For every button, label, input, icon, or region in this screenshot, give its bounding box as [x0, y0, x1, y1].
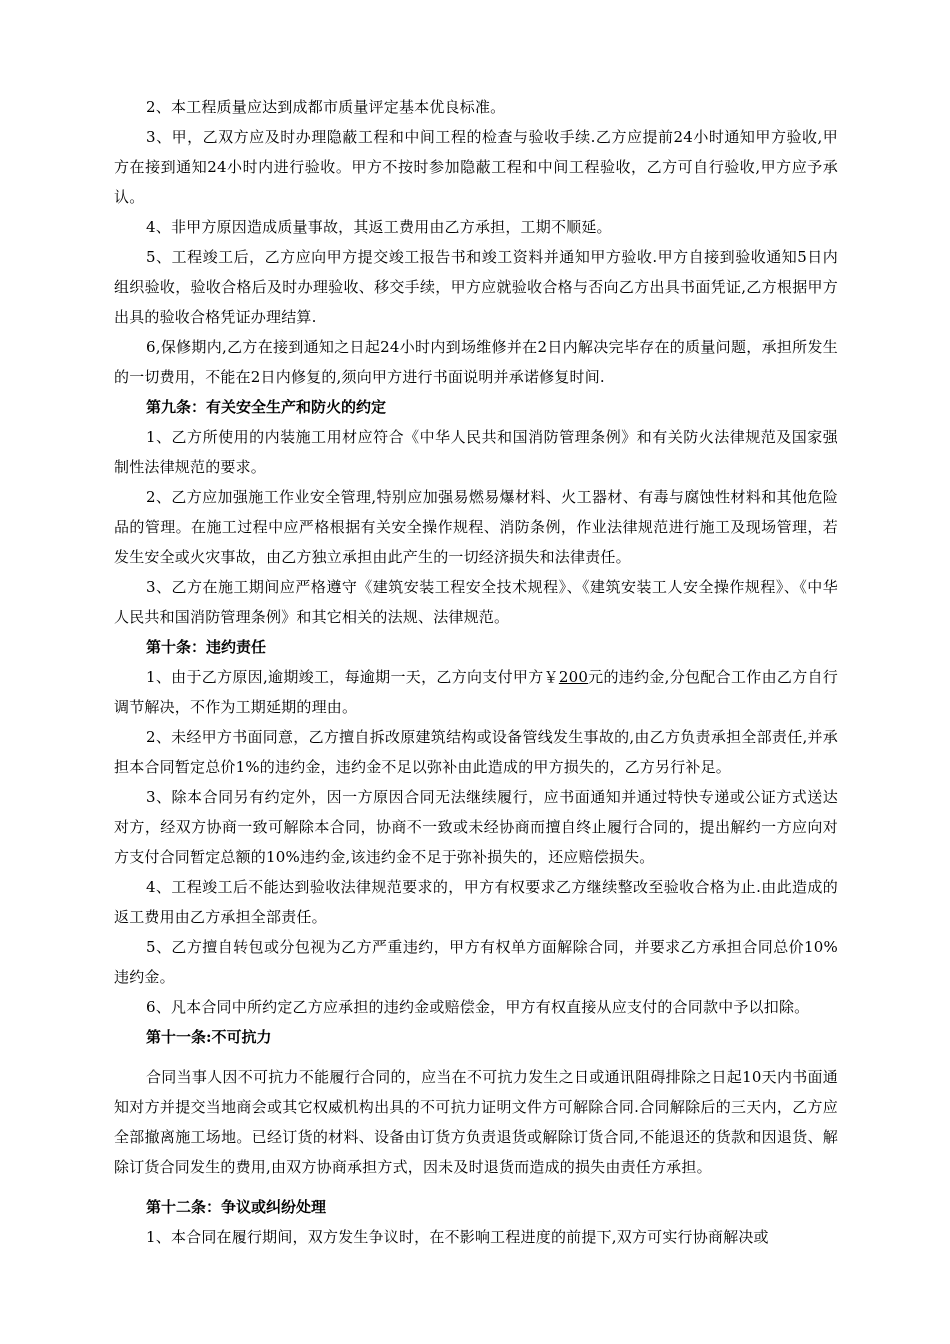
clause-12-heading: 第十二条：争议或纠纷处理 [146, 1198, 327, 1216]
clause-10-item-3: 3、除本合同另有约定外，因一方原因合同无法继续履行，应书面通知并通过特快专递或公证方式送达对方，经双方协商一致可解除本合同，协商不一致或未经协商而擅自终止履行合同的，提出解约一方应向对方支付合同暂定总额的10%违约金,该违约金不足于弥补损失的，还应赔偿损失。 [114, 788, 838, 866]
clause-10-heading: 第十条：违约责任 [146, 638, 267, 656]
clause-10-item-1-after: 元的违约金,分包配合工作由乙方自行调节解决，不作为工期延期的理由。 [114, 668, 838, 716]
clause-10-item-4: 4、工程竣工后不能达到验收法律规范要求的，甲方有权要求乙方继续整改至验收合格为止.由此造成的返工费用由乙方承担全部责任。 [114, 878, 838, 926]
clause-8-item-4: 4、非甲方原因造成质量事故，其返工费用由乙方承担，工期不顺延。 [146, 218, 612, 236]
clause-11-heading: 第十一条:不可抗力 [146, 1028, 272, 1046]
clause-10-item-6: 6、凡本合同中所约定乙方应承担的违约金或赔偿金，甲方有权直接从应支付的合同款中予以扣除。 [146, 998, 810, 1016]
clause-10-item-2: 2、未经甲方书面同意，乙方擅自拆改原建筑结构或设备管线发生事故的,由乙方负责承担全部责任,并承担本合同暂定总价1%的违约金，违约金不足以弥补由此造成的甲方损失的，乙方另行补足。 [114, 728, 838, 776]
clause-9-item-2: 2、乙方应加强施工作业安全管理,特别应加强易燃易爆材料、火工器材、有毒与腐蚀性材料和其他危险品的管理。在施工过程中应严格根据有关安全操作规程、消防条例，作业法律规范进行施工及现场管理，若发生安全或火灾事故，由乙方独立承担由此产生的一切经济损失和法律责任。 [114, 488, 838, 566]
clause-11-text: 合同当事人因不可抗力不能履行合同的，应当在不可抗力发生之日或通讯阻碍排除之日起10天内书面通知对方并提交当地商会或其它权威机构出具的不可抗力证明文件方可解除合同.合同解除后的三天内，乙方应全部撤离施工场地。已经订货的材料、设备由订货方负责退货或解除订货合同,不能退还的货款和因退货、解除订货合同发生的费用,由双方协商承担方式，因未及时退货而造成的损失由责任方承担。 [114, 1068, 838, 1176]
clause-9-item-1: 1、乙方所使用的内装施工用材应符合《中华人民共和国消防管理条例》和有关防火法律规范及国家强制性法律规范的要求。 [114, 428, 838, 476]
clause-8-item-2: 2、本工程质量应达到成都市质量评定基本优良标准。 [146, 98, 506, 116]
clause-12-item-1: 1、本合同在履行期间，双方发生争议时，在不影响工程进度的前提下,双方可实行协商解决或 [146, 1228, 769, 1246]
clause-10-item-1 [114, 662, 838, 722]
clause-9-heading: 第九条：有关安全生产和防火的约定 [146, 398, 387, 416]
penalty-amount: 200 [558, 668, 589, 686]
clause-8-item-5: 5、工程竣工后，乙方应向甲方提交竣工报告书和竣工资料并通知甲方验收.甲方自接到验收通知5日内组织验收，验收合格后及时办理验收、移交手续，甲方应就验收合格与否向乙方出具书面凭证,乙方根据甲方出具的验收合格凭证办理结算. [114, 248, 838, 326]
clause-10-item-5: 5、乙方擅自转包或分包视为乙方严重违约，甲方有权单方面解除合同，并要求乙方承担合同总价10%违约金。 [114, 938, 838, 986]
clause-8-item-3: 3、甲，乙双方应及时办理隐蔽工程和中间工程的检查与验收手续.乙方应提前24小时通知甲方验收,甲方在接到通知24小时内进行验收。甲方不按时参加隐蔽工程和中间工程验收，乙方可自行验收,甲方应予承认。 [114, 128, 838, 206]
clause-10-item-1-before: 1、由于乙方原因,逾期竣工，每逾期一天，乙方向支付甲方￥ [146, 668, 559, 686]
clause-9-item-3: 3、乙方在施工期间应严格遵守《建筑安装工程安全技术规程》、《建筑安装工人安全操作规程》、《中华人民共和国消防管理条例》和其它相关的法规、法律规范。 [114, 578, 838, 626]
clause-8-item-6: 6,保修期内,乙方在接到通知之日起24小时内到场维修并在2日内解决完毕存在的质量问题，承担所发生的一切费用，不能在2日内修复的,须向甲方进行书面说明并承诺修复时间. [114, 338, 838, 386]
